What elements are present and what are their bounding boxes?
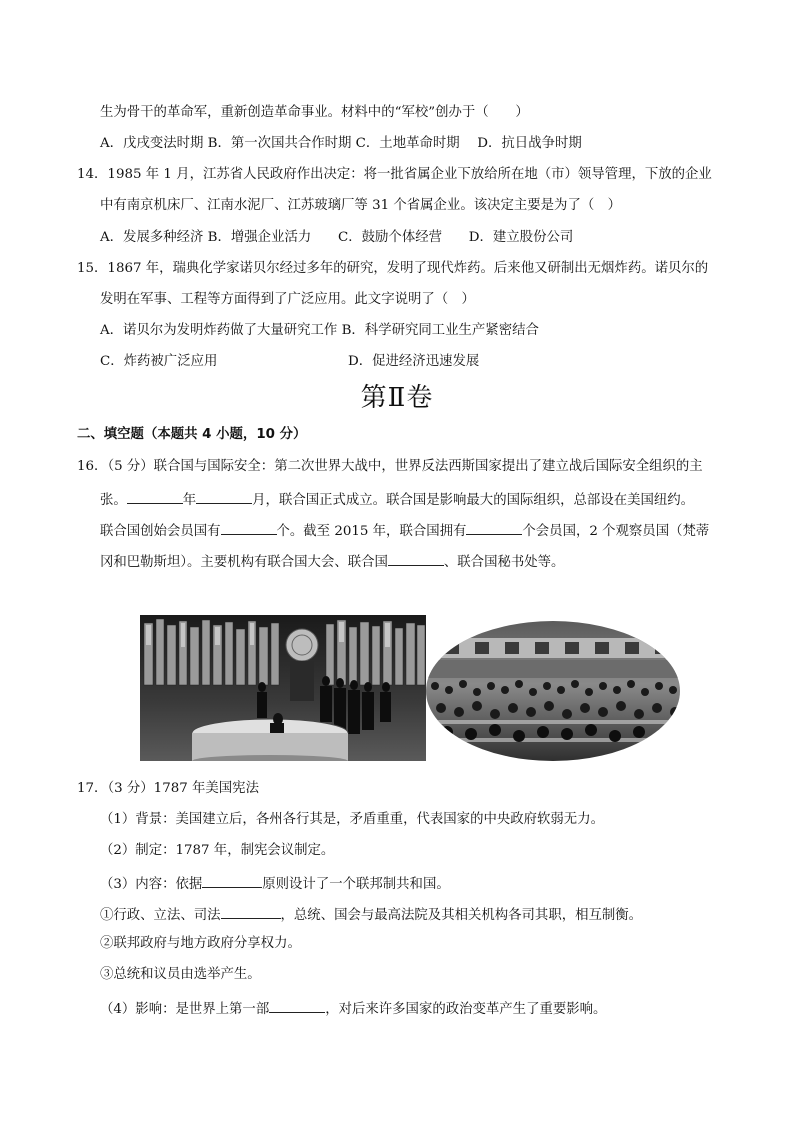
q17-formulation: （2）制定：1787 年，制宪会议制定。 xyxy=(100,843,335,858)
q17-text: ①行政、立法、司法 xyxy=(100,908,221,923)
q17-content xyxy=(100,873,450,894)
q16-text: 张。 xyxy=(100,493,127,508)
assembly-hall-photo xyxy=(425,620,681,762)
q13-stem-line: 生为骨干的革命军，重新创造革命事业。材料中的“军校”创办于（ ） xyxy=(100,105,529,120)
q15-options-ab: A．诺贝尔为发明炸药做了大量研究工作 B．科学研究同工业生产紧密结合 xyxy=(100,323,539,338)
q17-text: 原则设计了一个联邦制共和国。 xyxy=(262,877,450,892)
q15-option-d: D．促进经济迅速发展 xyxy=(348,354,480,369)
q16-text: 个会员国，2 个观察员国（梵蒂 xyxy=(522,524,710,539)
answer-blank[interactable] xyxy=(221,904,281,919)
q17-impact xyxy=(100,998,606,1019)
q16-line2 xyxy=(100,489,694,510)
q17-text: ，总统、国会与最高法院及其相关机构各司其职，相互制衡。 xyxy=(280,908,643,923)
answer-blank[interactable] xyxy=(269,998,325,1013)
fill-heading: 二、填空题（本题共 4 小题，10 分） xyxy=(77,427,307,442)
q13-options: A．戊戌变法时期 B．第一次国共合作时期 C．土地革命时期 D．抗日战争时期 xyxy=(100,136,582,151)
q16-text: 个。截至 2015 年，联合国拥有 xyxy=(276,524,467,539)
q17-content-point1 xyxy=(100,904,642,925)
q17-content-point3: ③总统和议员由选举产生。 xyxy=(100,967,261,982)
section-title: 第Ⅱ卷 xyxy=(360,383,434,413)
q16-line4 xyxy=(100,551,564,572)
q17-content-point2: ②联邦政府与地方政府分享权力。 xyxy=(100,936,301,951)
q15-option-c: C．炸药被广泛应用 xyxy=(100,354,218,369)
un-signing-photo xyxy=(140,615,426,761)
q16-text: 、联合国秘书处等。 xyxy=(443,555,565,570)
q17-text: （4）影响：是世界上第一部 xyxy=(100,1002,270,1017)
answer-blank[interactable] xyxy=(221,520,277,535)
q16-text: 联合国创始会员国有 xyxy=(100,524,221,539)
q16-line3 xyxy=(100,520,709,541)
q17-text: ，对后来许多国家的政治变革产生了重要影响。 xyxy=(325,1002,607,1017)
q16-text: 月，联合国正式成立。联合国是影响最大的国际组织，总部设在美国纽约。 xyxy=(252,493,695,508)
q14-stem-line1: 14．1985 年 1 月，江苏省人民政府作出决定：将一批省属企业下放给所在地（市）领导管理，下放的企业 xyxy=(77,167,712,182)
q16-line1: 16．（5 分）联合国与国际安全：第二次世界大战中，世界反法西斯国家提出了建立战后国际安全组织的主 xyxy=(77,459,703,474)
answer-blank[interactable] xyxy=(388,551,444,566)
answer-blank[interactable] xyxy=(196,489,252,504)
q14-options: A．发展多种经济 B．增强企业活力 C．鼓励个体经营 D．建立股份公司 xyxy=(100,230,574,245)
q15-stem-line2: 发明在军事、工程等方面得到了广泛应用。此文字说明了（ ） xyxy=(100,292,475,307)
answer-blank[interactable] xyxy=(127,489,183,504)
q15-stem-line1: 15．1867 年，瑞典化学家诺贝尔经过多年的研究，发明了现代炸药。后来他又研制出无烟炸药。诺贝尔的 xyxy=(77,261,709,276)
q16-text: 年 xyxy=(182,493,197,508)
q17-text: （3）内容：依据 xyxy=(100,877,203,892)
answer-blank[interactable] xyxy=(466,520,522,535)
answer-blank[interactable] xyxy=(202,873,262,888)
q17-title: 17．（3 分）1787 年美国宪法 xyxy=(77,781,259,796)
q16-text: 冈和巴勒斯坦）。主要机构有联合国大会、联合国 xyxy=(100,555,388,570)
q17-background: （1）背景：美国建立后，各州各行其是，矛盾重重，代表国家的中央政府软弱无力。 xyxy=(100,812,604,827)
q14-stem-line2: 中有南京机床厂、江南水泥厂、江苏玻璃厂等 31 个省属企业。该决定主要是为了（ ） xyxy=(100,198,622,213)
